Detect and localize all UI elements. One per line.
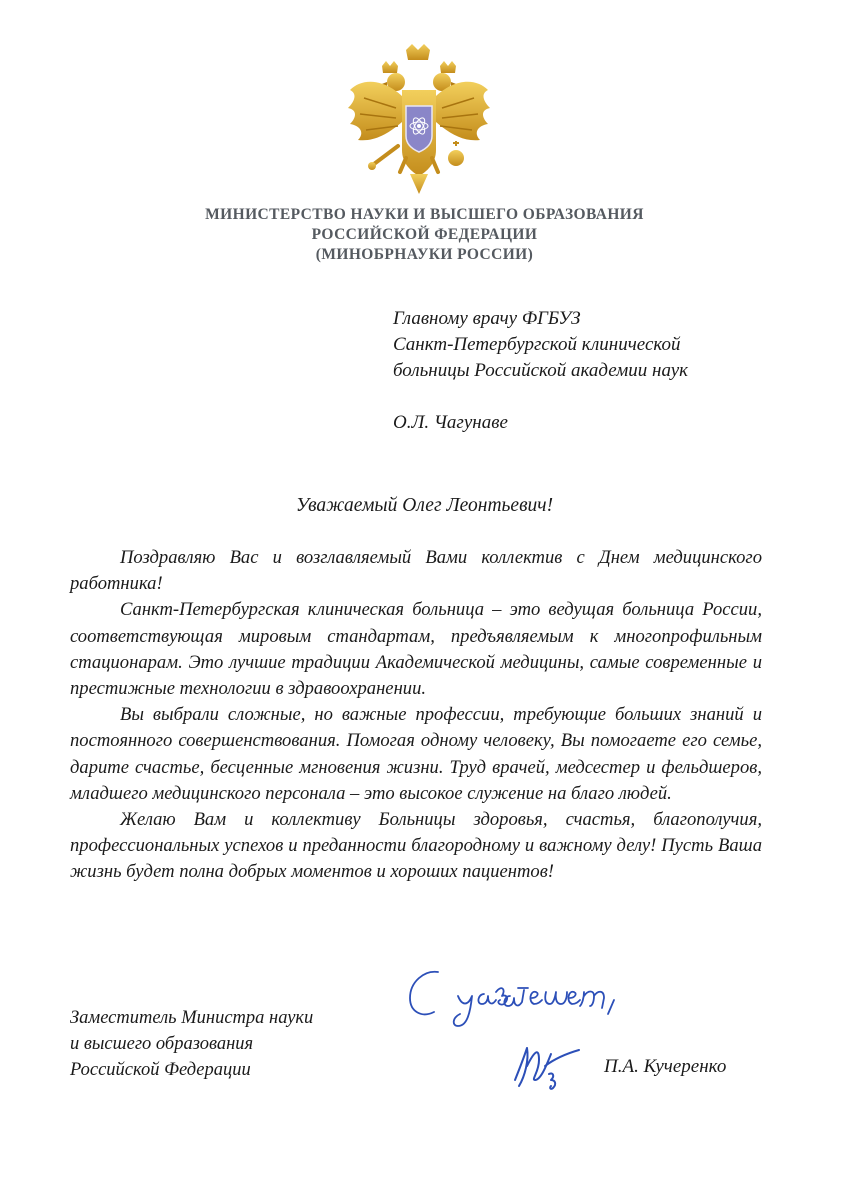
signer-title-line-3: Российской Федерации <box>70 1060 251 1080</box>
handwritten-personal-signature-icon <box>505 1030 585 1105</box>
addressee-name: О.Л. Чагунаве <box>393 412 508 433</box>
handwritten-regards-signature-icon <box>400 962 640 1032</box>
addressee-line-2: Санкт-Петербургской клинической <box>393 334 681 355</box>
paragraph-2: Санкт-Петербургская клиническая больница – это ведущая больница России, соответствующая мировым стандартам, предъявляемым к многопрофильным стационарам. Это лучшие традиции Академической медицины, самые современные и престижные технологии в здравоохранении. <box>70 599 762 700</box>
signer-title <box>70 1005 390 1083</box>
ministry-line-3: (МИНОБРНАУКИ РОССИИ) <box>315 246 534 263</box>
signer-title-line-1: Заместитель Министра науки <box>70 1008 314 1028</box>
paragraph-4: Желаю Вам и коллективу Больницы здоровья, счастья, благополучия, профессиональных успехов и преданности благородному и важному делу! Пусть Ваша жизнь будет полна добрых моментов и хороших пациентов! <box>70 809 762 883</box>
letter-body <box>70 545 762 886</box>
signer-name: П.А. Кучеренко <box>604 1056 727 1077</box>
paragraph-1: Поздравляю Вас и возглавляемый Вами коллектив с Днем медицинского работника! <box>70 547 762 595</box>
signer-title-line-2: и высшего образования <box>70 1034 254 1054</box>
greeting: Уважаемый Олег Леонтьевич! <box>295 495 554 516</box>
addressee-block <box>393 306 833 436</box>
addressee-line-3: больницы Российской академии наук <box>393 360 689 381</box>
paragraph-3: Вы выбрали сложные, но важные профессии, требующие больших знаний и постоянного совершенствования. Помогая одному человеку, Вы помогаете его семье, дарите счастье, бесценные мгновения жизни. Труд врачей, медсестер и фельдшеров, младшего медицинского персонала – это высокое служение на благо людей. <box>70 704 762 804</box>
ministry-line-1: МИНИСТЕРСТВО НАУКИ И ВЫСШЕГО ОБРАЗОВАНИЯ <box>205 206 644 223</box>
ministry-header <box>0 205 849 265</box>
addressee-line-1: Главному врачу ФГБУЗ <box>393 308 581 329</box>
ministry-line-2: РОССИЙСКОЙ ФЕДЕРАЦИИ <box>311 226 538 243</box>
ministry-eagle-emblem-icon <box>344 38 494 198</box>
